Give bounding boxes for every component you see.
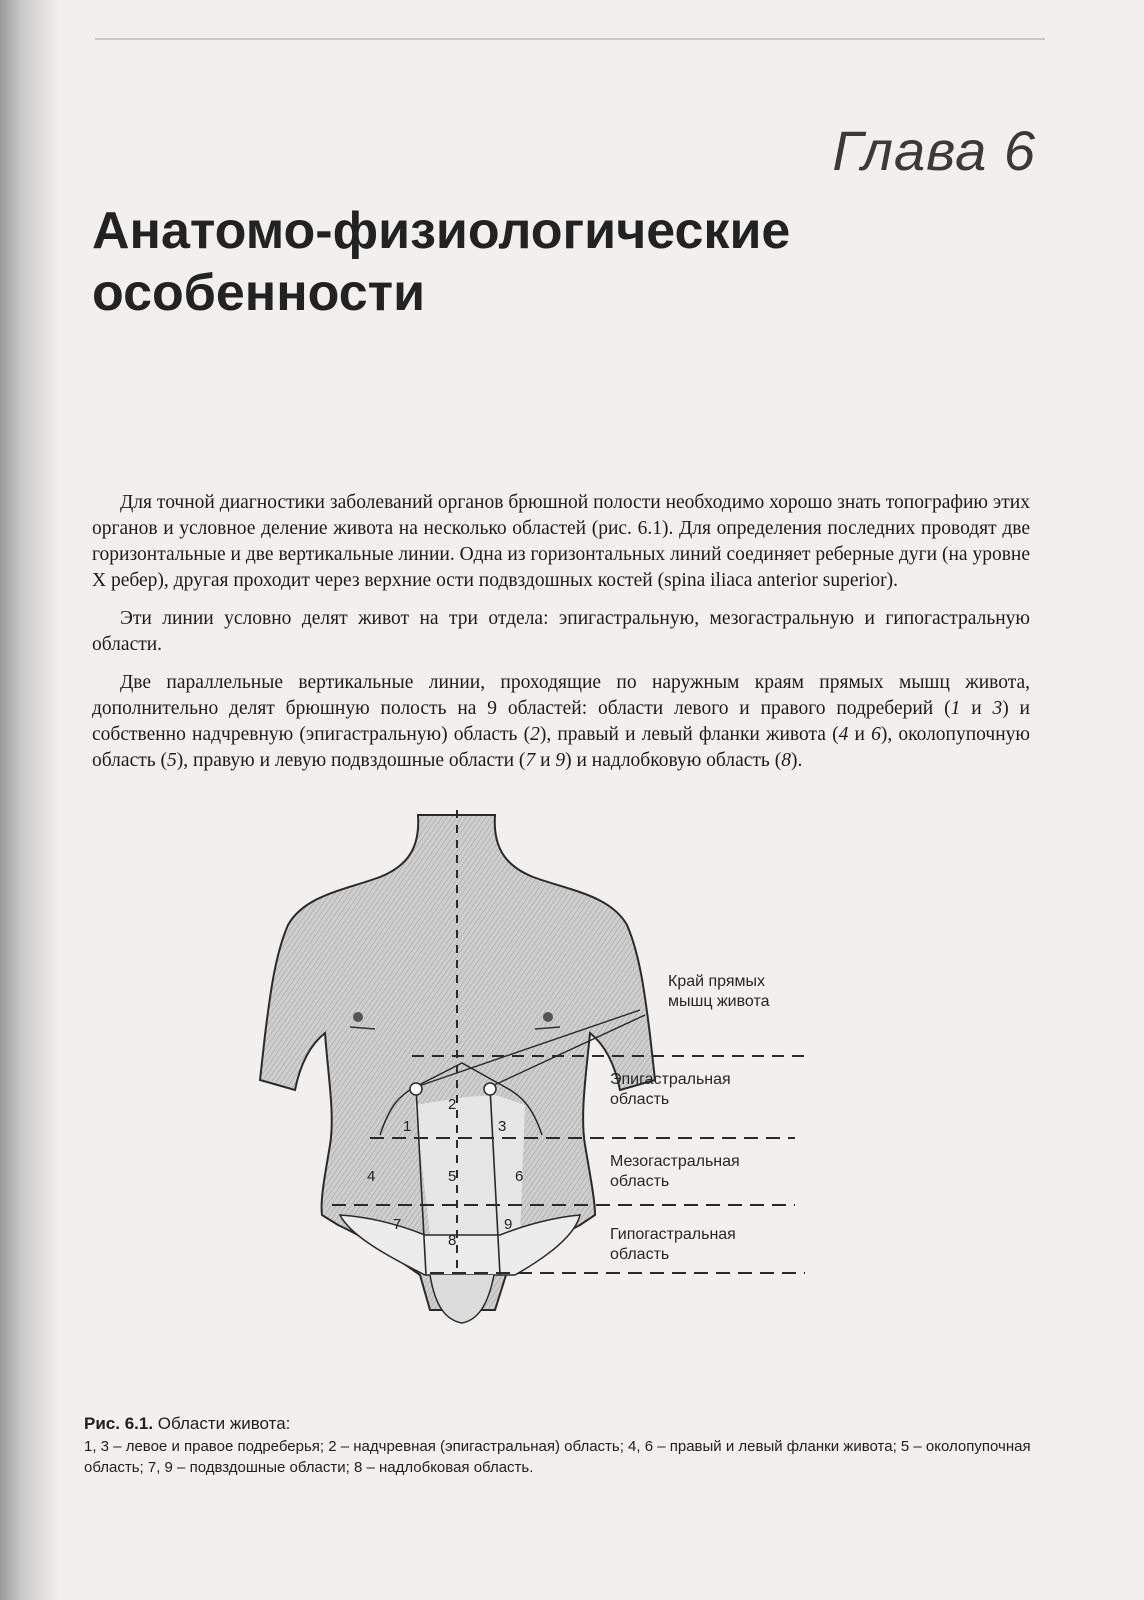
chapter-title-line-1: Анатомо-физиологические (92, 202, 791, 260)
region-1: 1 (403, 1118, 412, 1135)
mesogastric-label: Мезогастральная область (610, 1153, 740, 1190)
abdomen-regions-figure (250, 805, 830, 1345)
torso-illustration (250, 805, 830, 1345)
right-nipple (543, 1012, 553, 1022)
left-nipple (353, 1012, 363, 1022)
hypogastric-label: Гипогастральная область (610, 1226, 736, 1263)
region-4: 4 (367, 1168, 376, 1185)
caption-body: 1, 3 – левое и правое подреберья; 2 – надчревная (эпигастральная) область; 4, 6 – правый и левый фланки живота; 5 – околопупочная область; 7, 9 – подвздошные области; 8 – надлобковая область. (84, 1438, 1031, 1476)
region-5: 5 (448, 1168, 457, 1185)
rectus-marker-left (410, 1083, 422, 1095)
region-6: 6 (515, 1168, 524, 1185)
region-9: 9 (504, 1216, 513, 1233)
figure-caption (84, 1412, 1044, 1478)
book-spine-shadow (0, 0, 60, 1600)
paragraph-2: Эти линии условно делят живот на три отдела: эпигастральную, мезогастральную и гипогастральную области. (92, 608, 1030, 655)
paragraph-3: Две параллельные вертикальные линии, проходящие по наружным краям прямых мышц живота, дополнительно делят брюшную полость на 9 областей: области левого и правого подреберий (1 и 3) и собственно надчревную (эпигастральную) область (2), правый и левый фланки живота (4 и 6), околопупочную область (5), правую и левую подвздошные области (7 и 9) и надлобковую область (8). (92, 672, 1030, 771)
region-8: 8 (448, 1232, 457, 1249)
caption-title: Рис. 6.1. Области живота: (84, 1414, 291, 1433)
region-7: 7 (393, 1216, 402, 1233)
chapter-title (92, 200, 992, 324)
pelvis-outline (430, 1275, 494, 1323)
chapter-label: Глава 6 (832, 119, 1036, 182)
chapter-title-line-2: особенности (92, 264, 426, 322)
rectus-marker-right (484, 1083, 496, 1095)
region-2: 2 (448, 1096, 457, 1113)
body-text (92, 490, 1030, 774)
paragraph-1: Для точной диагностики заболеваний органов брюшной полости необходимо хорошо знать топографию этих органов и условное деление живота на несколько областей (рис. 6.1). Для определения последних проводят две горизонтальные и две вертикальные линии. Одна из горизонтальных линий соединяет реберные дуги (на уровне X ребер), другая проходит через верхние ости подвздошных костей (spina iliaca anterior superior). (92, 492, 1030, 591)
epigastric-label: Эпигастральная область (610, 1071, 731, 1108)
bleed-through-header-rule (95, 38, 1045, 40)
region-3: 3 (498, 1118, 507, 1135)
rectus-label: Край прямых мышц живота (668, 973, 770, 1010)
